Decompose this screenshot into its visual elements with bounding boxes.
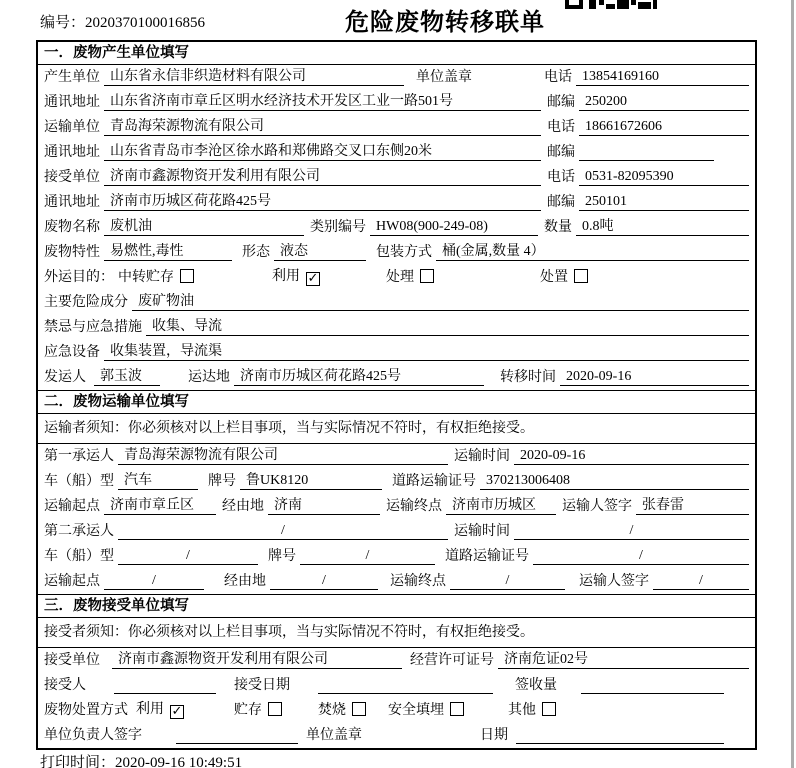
field-label: 单位负责人签字 bbox=[44, 728, 142, 743]
manifest-form bbox=[36, 40, 757, 750]
field-value: / bbox=[104, 572, 204, 590]
field-value: 济南 bbox=[268, 497, 380, 515]
field-value: HW08(900-249-08) bbox=[370, 218, 538, 236]
checkbox-unchecked-icon bbox=[574, 269, 588, 283]
field-value: / bbox=[653, 572, 749, 590]
field-label: 单位盖章 bbox=[306, 728, 362, 743]
form-row bbox=[38, 190, 755, 215]
field-value: 济南市鑫源物资开发利用有限公司 bbox=[104, 168, 541, 186]
form-row bbox=[38, 265, 755, 290]
field-value: 18661672606 bbox=[579, 118, 749, 136]
field-label: 牌号 bbox=[268, 549, 296, 564]
field-label: 主要危险成分 bbox=[44, 295, 128, 310]
field-label: 单位盖章 bbox=[416, 70, 472, 85]
field-label: 形态 bbox=[242, 245, 270, 260]
field-value: / bbox=[533, 547, 749, 565]
field-value: 液态 bbox=[274, 243, 366, 261]
field-label: 通讯地址 bbox=[44, 95, 100, 110]
checkbox-unchecked-icon bbox=[450, 702, 464, 716]
field-value bbox=[516, 743, 724, 744]
field-value: / bbox=[300, 547, 435, 565]
field-label: 牌号 bbox=[208, 474, 236, 489]
form-row bbox=[38, 240, 755, 265]
serial-number: 2020370100016856 bbox=[85, 15, 206, 31]
field-label: 运输时间 bbox=[454, 524, 510, 539]
form-row bbox=[38, 544, 755, 569]
checkbox-label: 其他 bbox=[508, 703, 536, 718]
field-value: 370213006408 bbox=[480, 472, 749, 490]
field-label: 第二承运人 bbox=[44, 524, 114, 539]
field-value: 鲁UK8120 bbox=[240, 472, 382, 490]
checkbox-label: 处理 bbox=[386, 270, 414, 285]
field-value: 易燃性,毒性 bbox=[104, 243, 232, 261]
field-value: 济南市历城区荷花路425号 bbox=[234, 368, 484, 386]
checkbox-option bbox=[118, 269, 194, 286]
field-value: 废机油 bbox=[104, 218, 304, 236]
field-value: 张春雷 bbox=[636, 497, 749, 515]
checkbox-unchecked-icon bbox=[352, 702, 366, 716]
field-value bbox=[579, 160, 714, 161]
field-value: 青岛海荣源物流有限公司 bbox=[104, 118, 541, 136]
form-row bbox=[38, 140, 755, 165]
field-value: 济南市历城区荷花路425号 bbox=[104, 193, 541, 211]
field-label: 邮编 bbox=[547, 95, 575, 110]
field-label: 接受单位 bbox=[44, 653, 100, 668]
field-label: 通讯地址 bbox=[44, 145, 100, 160]
document-header bbox=[0, 0, 796, 40]
form-row bbox=[38, 90, 755, 115]
field-value: 2020-09-16 bbox=[560, 368, 749, 386]
form-row bbox=[38, 648, 755, 673]
field-label: 禁忌与应急措施 bbox=[44, 320, 142, 335]
field-value: 收集、导流 bbox=[146, 318, 749, 336]
form-row bbox=[38, 673, 755, 698]
field-label: 接受日期 bbox=[234, 678, 290, 693]
form-row bbox=[38, 444, 755, 469]
field-label: 发运人 bbox=[44, 370, 86, 385]
field-value: 山东省青岛市李沧区徐水路和郑佛路交叉口东侧20米 bbox=[104, 143, 541, 161]
field-value: 桶(金属,数量 4） bbox=[436, 243, 749, 261]
field-label: 日期 bbox=[480, 728, 508, 743]
field-value: / bbox=[118, 547, 258, 565]
field-value: 13854169160 bbox=[576, 68, 749, 86]
section-note: 接受者须知：你必须核对以上栏目事项，当与实际情况不符时，有权拒绝接受。 bbox=[38, 618, 755, 648]
field-label: 邮编 bbox=[547, 145, 575, 160]
form-row bbox=[38, 165, 755, 190]
field-label: 废物特性 bbox=[44, 245, 100, 260]
form-row bbox=[38, 469, 755, 494]
checkbox-unchecked-icon bbox=[180, 269, 194, 283]
checkbox-unchecked-icon bbox=[268, 702, 282, 716]
form-row bbox=[38, 723, 755, 748]
field-label: 产生单位 bbox=[44, 70, 100, 85]
field-label: 运输时间 bbox=[454, 449, 510, 464]
field-label: 运输终点 bbox=[390, 574, 446, 589]
print-time-label: 打印时间： bbox=[40, 755, 116, 768]
form-row bbox=[38, 65, 755, 90]
field-label: 经由地 bbox=[222, 499, 264, 514]
field-label: 废物名称 bbox=[44, 220, 100, 235]
form-row bbox=[38, 215, 755, 240]
field-label: 数量 bbox=[544, 220, 572, 235]
field-value: 青岛海荣源物流有限公司 bbox=[118, 447, 448, 465]
field-value: 济南市历城区 bbox=[446, 497, 556, 515]
field-value: 济南危证02号 bbox=[498, 651, 749, 669]
form-row bbox=[38, 365, 755, 390]
field-label: 应急设备 bbox=[44, 345, 100, 360]
form-row bbox=[38, 698, 755, 723]
checkbox-label: 焚烧 bbox=[318, 703, 346, 718]
section-heading: 三．废物接受单位填写 bbox=[38, 594, 755, 618]
form-row bbox=[38, 569, 755, 594]
field-value bbox=[318, 693, 493, 694]
serial-label: 编号： bbox=[40, 15, 86, 31]
field-value bbox=[114, 693, 216, 694]
checkbox-checked-icon: ✓ bbox=[307, 271, 319, 286]
field-value: 250200 bbox=[579, 93, 749, 111]
checkbox-label: 处置 bbox=[540, 270, 568, 285]
field-label: 邮编 bbox=[547, 195, 575, 210]
checkbox-label: 利用 bbox=[136, 702, 164, 717]
field-label: 道路运输证号 bbox=[445, 549, 529, 564]
field-label: 经营许可证号 bbox=[410, 653, 494, 668]
field-label: 车（船）型 bbox=[44, 474, 114, 489]
field-value: 废矿物油 bbox=[132, 293, 749, 311]
field-value: 山东省济南市章丘区明水经济技术开发区工业一路501号 bbox=[104, 93, 541, 111]
field-label: 运达地 bbox=[188, 370, 230, 385]
checkbox-option bbox=[136, 701, 184, 719]
field-label: 通讯地址 bbox=[44, 195, 100, 210]
print-time-value: 2020-09-16 10:49:51 bbox=[115, 755, 243, 768]
checkbox-option bbox=[386, 269, 434, 286]
form-row bbox=[38, 340, 755, 365]
field-value: 汽车 bbox=[118, 472, 198, 490]
field-value: 郭玉波 bbox=[94, 368, 160, 386]
field-label: 运输起点 bbox=[44, 499, 100, 514]
field-label: 外运目的： bbox=[44, 270, 114, 285]
field-label: 电话 bbox=[547, 120, 575, 135]
section-heading: 一．废物产生单位填写 bbox=[38, 42, 755, 65]
field-value: 0531-82095390 bbox=[579, 168, 749, 186]
checkbox-option bbox=[272, 268, 320, 286]
field-label: 电话 bbox=[547, 170, 575, 185]
field-value: / bbox=[270, 572, 378, 590]
checkbox-checked-icon: ✓ bbox=[171, 704, 183, 719]
field-label: 接受单位 bbox=[44, 170, 100, 185]
field-value: 济南市章丘区 bbox=[104, 497, 216, 515]
field-label: 废物处置方式 bbox=[44, 703, 128, 718]
form-row bbox=[38, 315, 755, 340]
field-label: 运输人签字 bbox=[579, 574, 649, 589]
field-value: 2020-09-16 bbox=[514, 447, 749, 465]
field-value: 山东省永信非织造材料有限公司 bbox=[104, 68, 404, 86]
checkbox-label: 安全填埋 bbox=[388, 703, 444, 718]
field-value bbox=[176, 743, 298, 744]
field-label: 接受人 bbox=[44, 678, 86, 693]
field-label: 转移时间 bbox=[500, 370, 556, 385]
form-row bbox=[38, 290, 755, 315]
checkbox-label: 贮存 bbox=[234, 703, 262, 718]
field-label: 经由地 bbox=[224, 574, 266, 589]
checkbox-option bbox=[388, 702, 464, 719]
form-row bbox=[38, 519, 755, 544]
field-label: 运输起点 bbox=[44, 574, 100, 589]
form-row bbox=[38, 115, 755, 140]
checkbox-option bbox=[540, 269, 588, 286]
field-label: 签收量 bbox=[515, 678, 557, 693]
section-heading: 二．废物运输单位填写 bbox=[38, 390, 755, 414]
field-label: 电话 bbox=[544, 70, 572, 85]
field-label: 运输终点 bbox=[386, 499, 442, 514]
form-row bbox=[38, 494, 755, 519]
field-label: 运输单位 bbox=[44, 120, 100, 135]
checkbox-option bbox=[508, 702, 556, 719]
checkbox-label: 利用 bbox=[272, 269, 300, 284]
field-value: / bbox=[118, 522, 448, 540]
checkbox-option bbox=[318, 702, 366, 719]
field-label: 包装方式 bbox=[376, 245, 432, 260]
field-label: 第一承运人 bbox=[44, 449, 114, 464]
checkbox-label: 中转贮存 bbox=[118, 270, 174, 285]
checkbox-unchecked-icon bbox=[542, 702, 556, 716]
field-label: 运输人签字 bbox=[562, 499, 632, 514]
field-value: / bbox=[514, 522, 749, 540]
page-title: 危险废物转移联单 bbox=[345, 9, 545, 36]
field-value: 收集装置，导流渠 bbox=[104, 343, 749, 361]
print-time-line bbox=[40, 751, 242, 768]
field-value bbox=[581, 693, 724, 694]
field-value: 0.8吨 bbox=[576, 218, 749, 236]
field-value: / bbox=[450, 572, 565, 590]
checkbox-option bbox=[234, 702, 282, 719]
field-label: 道路运输证号 bbox=[392, 474, 476, 489]
field-value: 济南市鑫源物资开发利用有限公司 bbox=[112, 651, 402, 669]
page-edge-line bbox=[791, 0, 794, 768]
field-value: 250101 bbox=[579, 193, 749, 211]
checkbox-unchecked-icon bbox=[420, 269, 434, 283]
field-label: 车（船）型 bbox=[44, 549, 114, 564]
field-label: 类别编号 bbox=[310, 220, 366, 235]
section-note: 运输者须知：你必须核对以上栏目事项，当与实际情况不符时，有权拒绝接受。 bbox=[38, 414, 755, 444]
